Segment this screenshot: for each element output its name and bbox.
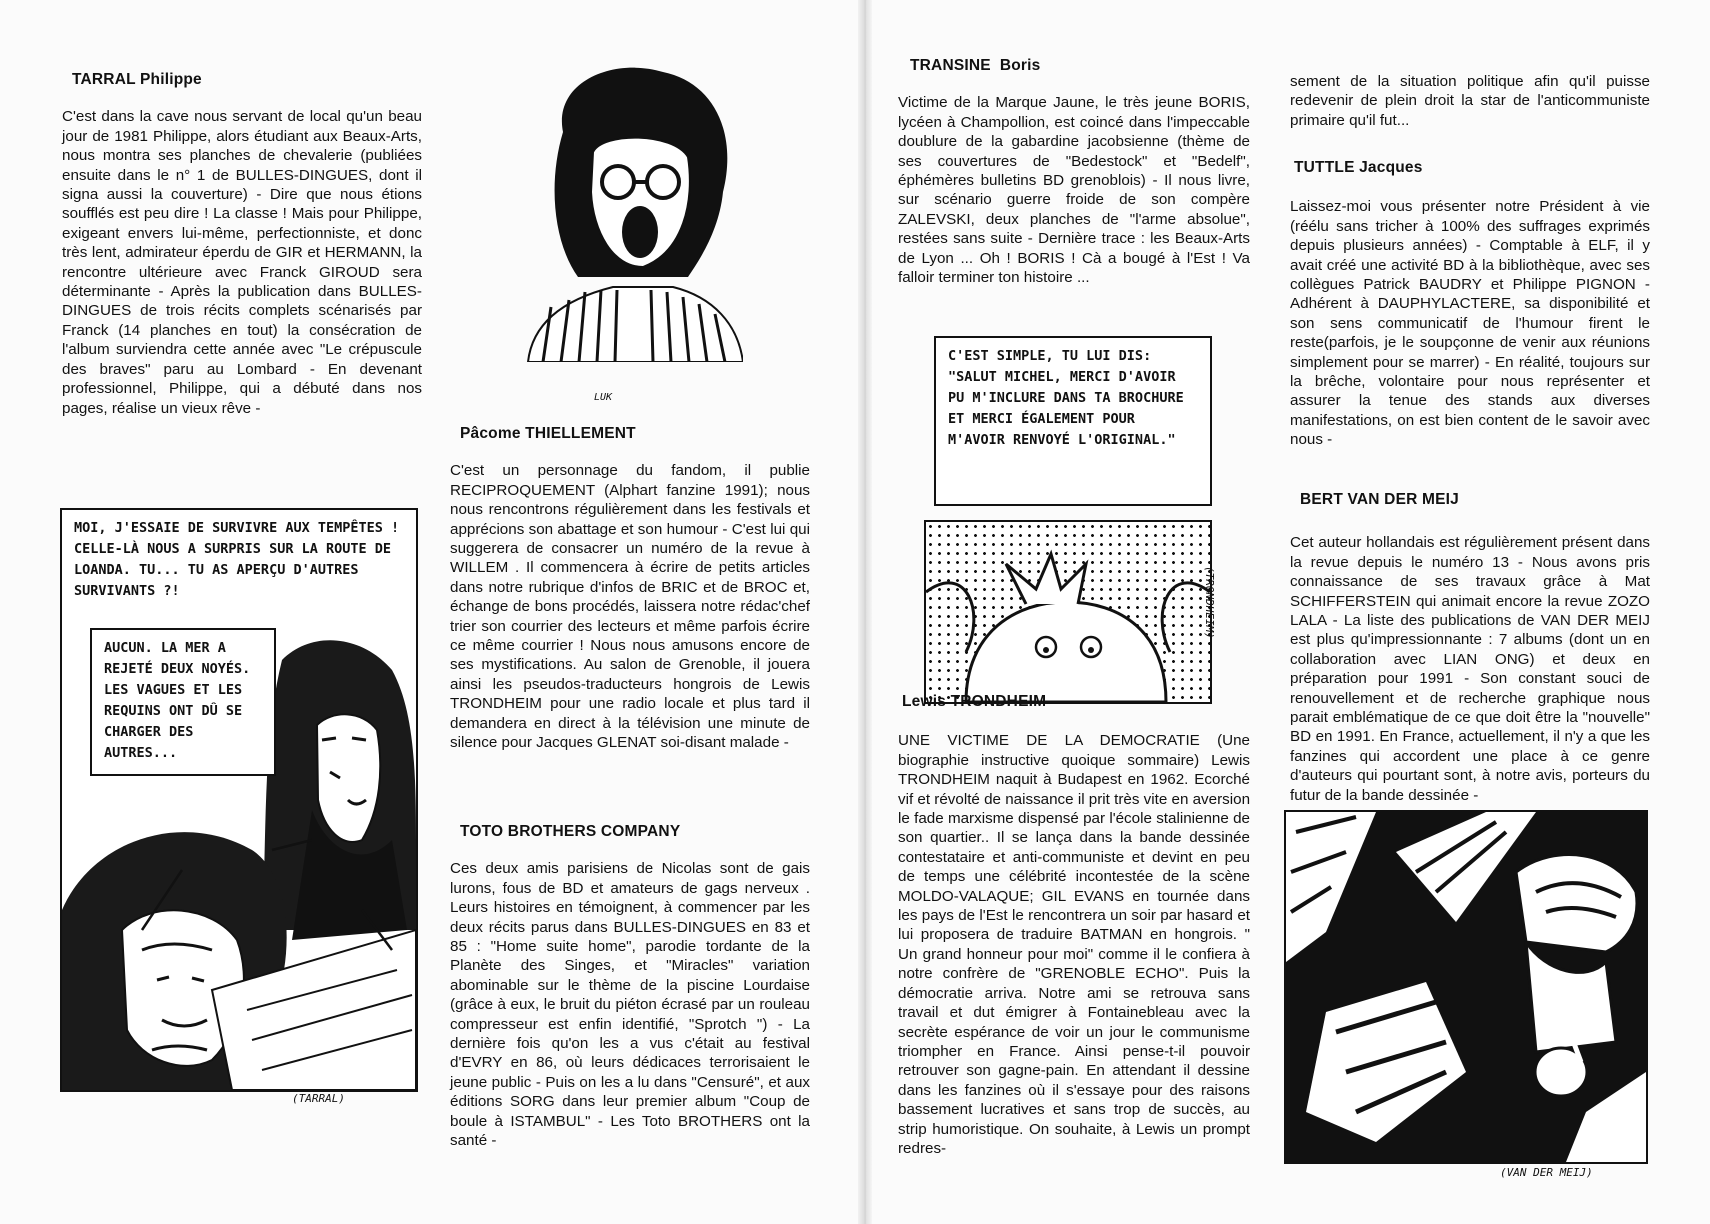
article-heading: Pâcome THIELLEMENT xyxy=(460,425,636,442)
tarral-article xyxy=(62,70,422,418)
article-heading: TOTO BROTHERS COMPANY xyxy=(460,823,681,840)
article-body: sement de la situation politique afin qu'il puisse redevenir de plein droit la star de l'anticommuniste primaire qu'il fut... xyxy=(1290,73,1650,129)
transine-article xyxy=(898,56,1250,287)
comic-caption-box: MOI, J'ESSAIE DE SURVIVRE AUX TEMPÊTES ! CELLE-LÀ NOUS A SURPRIS SUR LA ROUTE DE LOANDA. TU... TU AS APERÇU D'AUTRES SURVIVANTS ?! xyxy=(74,518,404,602)
van-der-meij-article xyxy=(1290,490,1650,805)
portrait-illustration xyxy=(523,62,743,362)
panel-credit: (VAN DER MEIJ) xyxy=(1500,1166,1593,1179)
portrait-credit: LUK xyxy=(594,392,613,403)
toto-brothers-article xyxy=(450,822,810,1151)
article-body: C'est dans la cave nous servant de local qu'un beau jour de 1981 Philippe, alors étudiant aux Beaux-Arts, nous montra ses planches de chevalerie (publiées ensuite dans le n° 1 de BULLES-DINGUES, dont il signa aussi la couverture) - Dire que nous étions soufflés est peu dire ! La classe ! Mais pour Philippe, exigeant envers lui-même, perfectionniste, et donc très lent, admirateur éperdu de GIR et HERMANN, la rencontre ultérieure avec Franck GIROUD sera déterminante - Après la publication dans BULLES-DINGUES de trois récits complets scénarisés par Franck (14 planches en tout) la consécration de l'album surviendra cette année avec "Le crépuscule des braves" paru au Lombard - En devenant professionnel, Philippe, qui a débuté dans nos pages, réalise un vieux rêve - xyxy=(62,108,422,417)
heading-firstname: Boris xyxy=(999,57,1041,74)
page-gutter xyxy=(858,0,872,1224)
trondheim-article-continued xyxy=(1290,72,1650,130)
drawing-credit: (TRONDHEIM) xyxy=(1203,566,1216,639)
article-body: Laissez-moi vous présenter notre Président à vie (réélu sans tricher à 100% des suffrages exprimés depuis plusieurs années) - Comptable à ELF, il y avait créé une activité BD à la bibliothèque, avec ses collègues Patrick BAUDRY et Philippe PIGNON - Adhérent à DAUPHYLACTERE, sa disponibilité et son sens communicatif de l'humour firent le reste(parfois, je le soupçonne de venir aux réunions simplement pour se marrer) - En réalité, toujours sur la brêche, volontaire pour nous représenter et assurer la tenue des stands aux diverses manifestations, on est bien content de le savoir avec nous - xyxy=(1290,198,1650,449)
article-heading: BERT VAN DER MEIJ xyxy=(1300,491,1459,508)
noir-illustration xyxy=(1286,812,1646,1162)
thiellement-article xyxy=(450,424,810,753)
trondheim-article xyxy=(898,692,1250,1158)
article-body: Victime de la Marque Jaune, le très jeune BORIS, lycéen à Champollion, est coincé dans l'impeccable doublure de la gabardine jacobsienne (thème de ses couvertures de "Bedestock" et "Bedelf", éphémères bulletins BD grenoblois) - Il nous livre, sur scénario guerre froide de son compère ZALEVSKI, deux planches de "l'arme absolue", restées sans suite - Dernière trace : les Beaux-Arts de Lyon ... Oh ! BORIS ! Cà a bougé à l'Est ! Va falloir terminer ton histoire ... xyxy=(898,94,1250,287)
article-heading xyxy=(910,56,1250,75)
article-heading: Lewis TRONDHEIM xyxy=(902,693,1047,710)
article-body: Cet auteur hollandais est régulièrement présent dans la revue depuis le numéro 13 - Nous avons pris connaissance de ses travaux grâce à Mat SCHIFFERSTEIN qui animait encore la revue ZOZO LALA - La liste des publications de VAN DER MEIJ est plus qu'impressionnante : 7 albums (dont un en collaboration avec LIAN ONG) et deux en préparation pour 1991 - Son constant souci de renouvellement et de recherche graphique nous parait emblématique de ce que doit être la "nouvelle" BD en 1991. En France, actuellement, il n'y a que les fanzines qui accordent une place à ce genre d'auteurs qui pourtant sont, à notre avis, porteurs du futur de la bande dessinée - xyxy=(1290,534,1650,804)
article-heading: TUTTLE Jacques xyxy=(1294,159,1423,176)
van-der-meij-panel xyxy=(1284,810,1648,1164)
drawing-speech-bubble: C'EST SIMPLE, TU LUI DIS: "SALUT MICHEL, MERCI D'AVOIR PU M'INCLURE DANS TA BROCHURE ET MERCI ÉGALEMENT POUR M'AVOIR RENVOYÉ L'ORIGINAL." xyxy=(934,336,1212,506)
article-body: Ces deux amis parisiens de Nicolas sont de gais lurons, fous de BD et amateurs de gags nerveux . Leurs histoires en témoignent, à commencer par les deux récits parus dans BULLES-DINGUES en 83 et 85 : "Home suite home", parodie tordante de la Planète des Singes, et "Miracles" variation abominable sur le thème de la piscine Lourdaise (grâce à eux, le bruit du piéton écrasé par un rouleau compresseur est enfin identifié, "Sprotch ") - La dernière fois qu'on les a vus c'était au festival d'EVRY en 86, où leurs dédicaces terrorisaient le jeune public - Puis on les a lu dans "Censuré", et aux éditions SORG dans leur premier album "Coup de boule à ISTAMBUL" - Les Toto BROTHERS ont la santé - xyxy=(450,860,810,1150)
heading-surname: TRANSINE xyxy=(910,57,991,74)
comic-credit: (TARRAL) xyxy=(292,1092,345,1105)
comic-speech-bubble: AUCUN. LA MER A REJETÉ DEUX NOYÉS. LES VAGUES ET LES REQUINS ONT DÛ SE CHARGER DES AUTRES... xyxy=(90,628,276,776)
tuttle-article xyxy=(1290,158,1650,450)
article-body: C'est un personnage du fandom, il publie RECIPROQUEMENT (Alphart fanzine 1991); nous nous rencontrons régulièrement dans les festivals et apprécions son abattage et son humour - C'est lui qui suggerera de consacrer un numéro de la revue à WILLEM . Il commencera à écrire de petits articles dans notre rubrique d'infos de BRIC et de BROC et, échange de bons procédés, laissera notre rédac'chef trier son courrier des lecteurs et même parfois écrire ce même courrier ! Nous nous amusons encore de ses mystifications. Au salon de Grenoble, il jouera ainsi les pseudos-traducteurs hongrois de Lewis TRONDHEIM pour une radio locale et plus tard il demandera en direct à la télévision une minute de silence pour Jacques GLENAT soi-disant malade - xyxy=(450,462,810,752)
article-heading: TARRAL Philippe xyxy=(72,71,202,88)
article-body: UNE VICTIME DE LA DEMOCRATIE (Une biographie instructive quoique sommaire) Lewis TRONDHEIM naquit à Budapest en 1962. Ecorché vif et révolté de naissance il prit très vite en aversion le fade marxisme dispensé par l'école stalinienne de son quartier.. Il se lança dans la bande dessinée contestataire et anti-communiste et devint en peu de temps une célébrité incontestée de la scène MOLDO-VALAQUE; GIL EVANS en tournée dans les pays de l'Est le rencontrera un soir par hasard et lui proposera de traduire BATMAN en hongrois. " Un grand honneur pour moi" comme il le confiera à notre confrère de "GRENOBLE ECHO". Puis la démocratie arriva. Notre ami se retrouva sans travail et dut émigrer à Fontainebleau avec la secrète espérance de voir un jour le communisme triompher en France. Ainsi pense-t-il pouvoir retrouver son gagne-pain. En attendant il dessine dans les fanzines où il s'essaye pour des raisons bassement lucratives et sans trop de succès, au strip humoristique. On souhaite, à Lewis un prompt redres- xyxy=(898,732,1251,1157)
character-illustration xyxy=(926,522,1210,702)
tarral-comic-panel xyxy=(60,508,418,1092)
trondheim-drawing-panel xyxy=(924,520,1212,704)
